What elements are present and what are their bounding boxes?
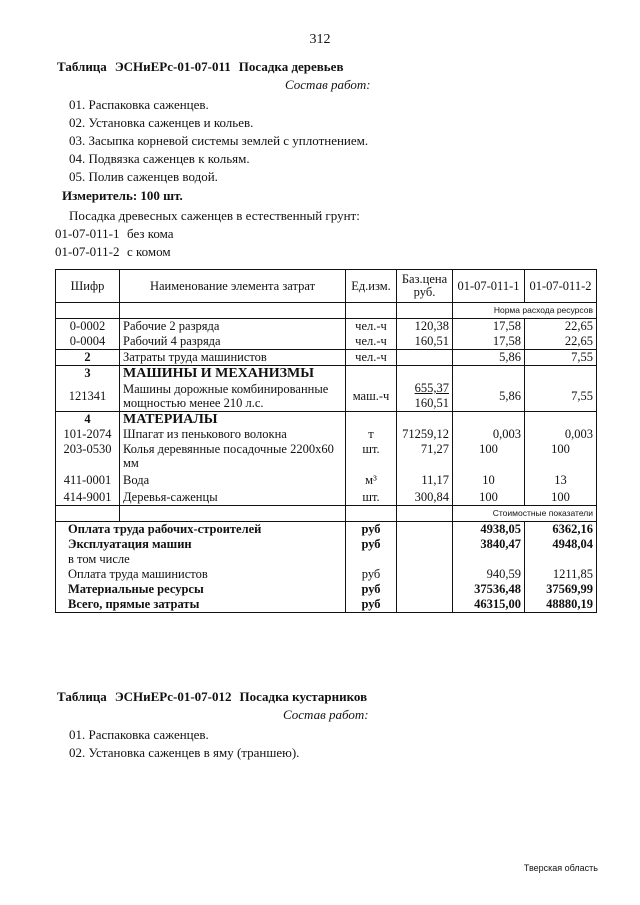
cell-v2: 7,55	[525, 350, 597, 366]
table-code: ЭСНиЕРс-01-07-011	[114, 59, 231, 74]
header-unit: Ед.изм.	[346, 270, 397, 303]
cost-name: Эксплуатация машин	[56, 537, 346, 552]
cell-name: Рабочий 4 разряда	[120, 334, 346, 350]
cell-unit: чел.-ч	[346, 319, 397, 335]
cost-v2: 4948,04	[525, 537, 597, 552]
sostav-heading: Состав работ:	[283, 707, 369, 722]
section-code: 3	[56, 366, 120, 382]
cost-name: Оплата труда рабочих-строителей	[56, 522, 346, 538]
cell-v2: 22,65	[525, 334, 597, 350]
cell-unit: шт.	[346, 490, 397, 506]
cost-unit: руб	[346, 537, 397, 552]
cost-row	[56, 537, 597, 552]
cost-label: Стоимостные показатели	[453, 506, 597, 522]
table-header-row	[56, 270, 597, 303]
cell-v1: 17,58	[453, 334, 525, 350]
cell-code: 101-2074	[56, 427, 120, 442]
cost-label-row	[56, 506, 597, 522]
norm-label-row	[56, 303, 597, 319]
cost-name: Всего, прямые затраты	[56, 597, 346, 613]
cell-code: 121341	[56, 381, 120, 412]
measurer: Измеритель: 100 шт.	[62, 188, 183, 203]
cell-v1: 100	[453, 490, 525, 506]
section-title: МАТЕРИАЛЫ	[120, 412, 346, 428]
table-name: Посадка деревьев	[238, 59, 344, 74]
table-name: Посадка кустарников	[239, 689, 368, 704]
cell-v2: 100	[525, 442, 597, 470]
cost-unit: руб	[346, 597, 397, 613]
cost-v1: 4938,05	[453, 522, 525, 538]
table-row	[56, 319, 597, 335]
cell-v1: 17,58	[453, 319, 525, 335]
cell-unit: м³	[346, 470, 397, 490]
header-price	[397, 270, 453, 303]
cell-price: 71259,12	[397, 427, 453, 442]
list-item: 02. Установка саженцев и кольев.	[69, 115, 254, 130]
cost-v1: 46315,00	[453, 597, 525, 613]
cell-code: 0-0002	[56, 319, 120, 335]
header-price-line1: Баз.цена	[401, 272, 448, 286]
cell-v1: 0,003	[453, 427, 525, 442]
table2-title	[57, 689, 367, 705]
cell-v2: 100	[525, 490, 597, 506]
cost-name: Материальные ресурсы	[56, 582, 346, 597]
cost-v2: 1211,85	[525, 567, 597, 582]
cell-code: 2	[56, 350, 120, 366]
cell-v2: 22,65	[525, 319, 597, 335]
cell-code: 0-0004	[56, 334, 120, 350]
cost-unit: руб	[346, 522, 397, 538]
cell-v1: 5,86	[453, 350, 525, 366]
list-item: 03. Засыпка корневой системы землей с уплотнением.	[69, 133, 369, 148]
cell-price: 300,84	[397, 490, 453, 506]
table-row	[56, 470, 597, 490]
cell-price	[397, 381, 453, 412]
cost-v1: 3840,47	[453, 537, 525, 552]
variant-code: 01-07-011-1	[55, 226, 120, 241]
cost-row	[56, 552, 597, 567]
cell-price: 160,51	[397, 334, 453, 350]
list-item: 02. Установка саженцев в яму (траншею).	[69, 745, 300, 760]
cell-code: 411-0001	[56, 470, 120, 490]
variant-label: без кома	[127, 226, 174, 241]
list-item: 04. Подвязка саженцев к кольям.	[69, 151, 250, 166]
cost-v1: 37536,48	[453, 582, 525, 597]
cost-v2: 37569,99	[525, 582, 597, 597]
table-row	[56, 427, 597, 442]
norm-label: Норма расхода ресурсов	[453, 303, 597, 319]
table-row	[56, 442, 597, 470]
cost-unit: руб	[346, 582, 397, 597]
price-value: 655,37	[414, 381, 449, 395]
cost-name: в том числе	[56, 552, 346, 567]
cost-row	[56, 522, 597, 538]
cell-name: Затраты труда машинистов	[120, 350, 346, 366]
table-row	[56, 334, 597, 350]
cell-name: Колья деревянные посадочные 2200x60 мм	[120, 442, 346, 470]
cell-name: Вода	[120, 470, 346, 490]
cost-row	[56, 597, 597, 613]
cell-name: Деревья-саженцы	[120, 490, 346, 506]
variant-row	[55, 243, 174, 261]
variant-code: 01-07-011-2	[55, 244, 120, 259]
work-list	[69, 96, 368, 186]
price-value: 160,51	[414, 396, 449, 410]
footer-region: Тверская область	[523, 863, 598, 873]
resource-table	[55, 269, 597, 613]
sostav-heading: Состав работ:	[285, 77, 371, 92]
cell-code: 203-0530	[56, 442, 120, 470]
cell-v1: 100	[453, 442, 525, 470]
cell-price: 11,17	[397, 470, 453, 490]
cell-name: Шпагат из пенькового волокна	[120, 427, 346, 442]
cell-unit: шт.	[346, 442, 397, 470]
cell-code: 414-9001	[56, 490, 120, 506]
variants-list	[55, 225, 174, 261]
cell-v2: 0,003	[525, 427, 597, 442]
cell-v2: 13	[525, 470, 597, 490]
section-title: МАШИНЫ И МЕХАНИЗМЫ	[120, 366, 346, 382]
header-col1: 01-07-011-1	[453, 270, 525, 303]
work-list	[69, 726, 299, 762]
section-code: 4	[56, 412, 120, 428]
cost-row	[56, 567, 597, 582]
cost-v1: 940,59	[453, 567, 525, 582]
table-row	[56, 350, 597, 366]
cost-name: Оплата труда машинистов	[56, 567, 346, 582]
cell-unit: чел.-ч	[346, 350, 397, 366]
section-row	[56, 366, 597, 382]
planting-description: Посадка древесных саженцев в естественный грунт:	[69, 208, 360, 223]
cost-row	[56, 582, 597, 597]
cost-v2: 48880,19	[525, 597, 597, 613]
table-row	[56, 381, 597, 412]
section-row	[56, 412, 597, 428]
header-name: Наименование элемента затрат	[120, 270, 346, 303]
table-title	[57, 59, 343, 75]
table-label: Таблица	[57, 689, 107, 704]
variant-row	[55, 225, 174, 243]
table-code: ЭСНиЕРс-01-07-012	[114, 689, 232, 704]
cell-unit: маш.-ч	[346, 381, 397, 412]
cost-v2: 6362,16	[525, 522, 597, 538]
cell-price: 71,27	[397, 442, 453, 470]
cell-v1: 5,86	[453, 381, 525, 412]
cell-v1: 10	[453, 470, 525, 490]
cell-name: Рабочие 2 разряда	[120, 319, 346, 335]
cell-price: 120,38	[397, 319, 453, 335]
cost-unit: руб	[346, 567, 397, 582]
cell-name: Машины дорожные комбинированные мощностью менее 210 л.с.	[120, 381, 346, 412]
variant-label: с комом	[127, 244, 171, 259]
cell-unit: т	[346, 427, 397, 442]
header-col2: 01-07-011-2	[525, 270, 597, 303]
list-item: 01. Распаковка саженцев.	[69, 727, 209, 742]
table-label: Таблица	[57, 59, 107, 74]
table-row	[56, 490, 597, 506]
header-price-line2: руб.	[413, 285, 436, 299]
page-number: 312	[309, 32, 331, 47]
list-item: 01. Распаковка саженцев.	[69, 97, 209, 112]
cell-v2: 7,55	[525, 381, 597, 412]
cell-unit: чел.-ч	[346, 334, 397, 350]
list-item: 05. Полив саженцев водой.	[69, 169, 218, 184]
header-shifr: Шифр	[56, 270, 120, 303]
